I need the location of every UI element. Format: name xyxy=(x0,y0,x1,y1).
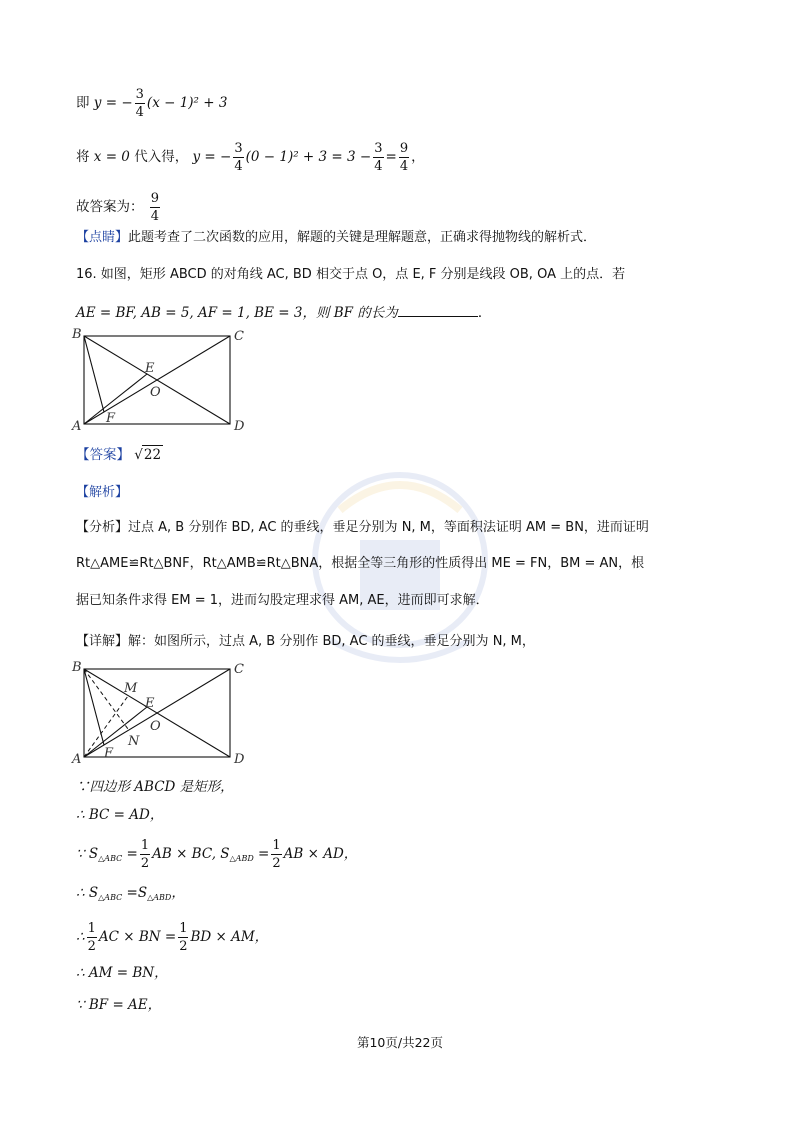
answer-blank xyxy=(398,302,478,317)
label-F: F xyxy=(104,746,114,761)
step-4: ∴ $S_{\triangle ABC} =S_{\triangle ABD}$， xyxy=(76,885,185,902)
equation-line-2: 将 x = 0 代入得， y = − $\frac{3}{4}$ (0 − 1)² + 3 = 3 − $\frac{3}{4}$ = $\frac{9}{4}$ ， xyxy=(76,141,425,174)
label-E: E xyxy=(145,696,155,711)
label-F: F xyxy=(106,411,116,426)
label-O: O xyxy=(150,719,161,734)
jiexi-tag: 【解析】 xyxy=(76,485,129,500)
rectangle-figure-1 xyxy=(70,326,250,436)
equation-line-1: 即 y = − $\frac{3}{4}$ (x − 1)² + 3 xyxy=(76,87,228,120)
fraction: $\frac{3}{4}$ xyxy=(135,87,144,120)
question-16-line-2: AE = BF, AB = 5, AF = 1, BE = 3，则 BF 的长为 ． xyxy=(76,302,491,322)
step-5: ∴ $\frac{1}{2}$ AC × BN = $\frac{1}{2}$ BD × AM， xyxy=(76,921,269,954)
label-C: C xyxy=(234,662,244,677)
label-D: D xyxy=(234,752,245,767)
label-A: A xyxy=(72,419,82,434)
fenxi-line-2: Rt△AME≌Rt△BNF，Rt△AMB≌Rt△BNA，根据全等三角形的性质得出 ME = FN，BM = AN，根 xyxy=(76,556,645,571)
label-A: A xyxy=(72,752,82,767)
fenxi-line-1: 【分析】过点 A, B 分别作 BD, AC 的垂线，垂足分别为 N, M，等面积法证明 AM = BN，进而证明 xyxy=(76,520,649,535)
step-7: ∵ BF = AE， xyxy=(76,997,162,1013)
label-E: E xyxy=(145,361,155,376)
label-B: B xyxy=(72,327,82,342)
fenxi-line-3: 据已知条件求得 EM = 1，进而勾股定理求得 AM, AE，进而即可求解． xyxy=(76,593,489,608)
label-O: O xyxy=(150,385,161,400)
xiangjie-line: 【详解】解：如图所示，过点 A, B 分别作 BD, AC 的垂线，垂足分别为 N, M， xyxy=(76,634,535,649)
label-D: D xyxy=(234,419,245,434)
question-16-line-1: 16. 如图，矩形 ABCD 的对角线 AC, BD 相交于点 O，点 E, F 分别是线段 OB, OA 上的点．若 xyxy=(76,267,626,282)
label-N: N xyxy=(128,734,140,749)
sqrt-symbol: √ xyxy=(134,447,143,463)
step-1: ∵四边形 ABCD 是矩形， xyxy=(76,779,234,795)
rectangle-figure-2 xyxy=(70,659,250,769)
step-6: ∴ AM = BN， xyxy=(76,965,168,981)
label-M: M xyxy=(124,681,138,696)
answer-line: 故答案为： $\frac{9}{4}$ xyxy=(76,191,160,224)
answer-row: 【答案】 √22 xyxy=(76,447,162,463)
step-2: ∴ BC = AD， xyxy=(76,807,164,823)
step-3: ∵ $S_{\triangle ABC}$ = $\frac{1}{2}$ AB × BC, $S_{\triangle ABD}$ = $\frac{1}{2}$ AB × AD， xyxy=(76,838,358,871)
label-C: C xyxy=(234,329,244,344)
dianjing-paragraph: 【点睛】此题考查了二次函数的应用，解题的关键是理解题意，正确求得抛物线的解析式． xyxy=(76,230,597,245)
label-B: B xyxy=(72,660,82,675)
page-footer: 第10页/共22页 xyxy=(356,1035,444,1050)
